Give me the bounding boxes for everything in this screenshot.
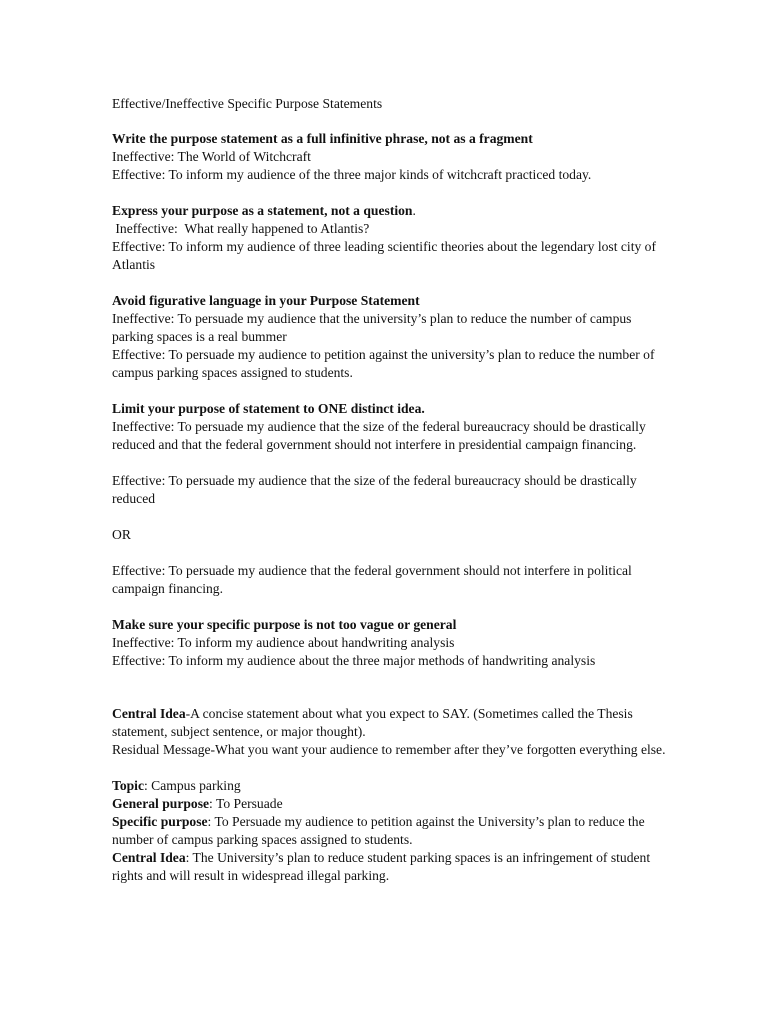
effective-example: Effective: To inform my audience of three leading scientific theories about the legendary lost city of Atlantis (112, 239, 656, 272)
central-idea-line (112, 849, 672, 885)
section-heading: Limit your purpose of statement to ONE distinct idea. (112, 401, 425, 416)
ineffective-example: Ineffective: The World of Witchcraft (112, 149, 311, 164)
specific-purpose-value: : To Persuade my audience to petition against the University’s plan to reduce the number of campus parking spaces assigned to students. (112, 814, 645, 847)
effective-example: Effective: To inform my audience about the three major methods of handwriting analysis (112, 653, 596, 668)
effective-example: Effective: To inform my audience of the three major kinds of witchcraft practiced today. (112, 167, 592, 182)
or-separator: OR (112, 527, 131, 542)
section-fragment (112, 130, 672, 184)
effective-example: Effective: To persuade my audience that the size of the federal bureaucracy should be drastically reduced (112, 473, 637, 506)
section-one-idea (112, 400, 672, 598)
example-block (112, 777, 672, 885)
ineffective-example: Ineffective: To inform my audience about handwriting analysis (112, 635, 455, 650)
topic-label: Topic (112, 778, 144, 793)
topic-line (112, 777, 672, 795)
section-heading: Express your purpose as a statement, not a question (112, 203, 413, 218)
section-heading: Avoid figurative language in your Purpose Statement (112, 293, 420, 308)
heading-period: . (412, 203, 416, 218)
document-page (112, 95, 672, 885)
section-heading: Make sure your specific purpose is not too vague or general (112, 617, 457, 632)
ineffective-example: Ineffective: To persuade my audience that the university’s plan to reduce the number of campus parking spaces is a real bummer (112, 311, 632, 344)
central-idea-label: Central Idea (112, 706, 186, 721)
general-purpose-label: General purpose (112, 796, 210, 811)
central-idea-example-label: Central Idea (112, 850, 186, 865)
central-idea-example-value: : The University’s plan to reduce student parking spaces is an infringement of student rights and will result in widespread illegal parking. (112, 850, 651, 883)
document-title: Effective/Ineffective Specific Purpose Statements (112, 96, 383, 111)
central-idea-text: -A concise statement about what you expect to SAY. (Sometimes called the Thesis statement, subject sentence, or major thought). (112, 706, 633, 739)
section-figurative (112, 292, 672, 382)
residual-message-definition: Residual Message-What you want your audience to remember after they’ve forgotten everything else. (112, 742, 666, 757)
specific-purpose-label: Specific purpose (112, 814, 208, 829)
effective-example: Effective: To persuade my audience that the federal government should not interfere in political campaign financing. (112, 563, 632, 596)
general-purpose-line (112, 795, 672, 813)
topic-value: : Campus parking (144, 778, 241, 793)
central-idea-definition (112, 705, 672, 741)
ineffective-example: Ineffective: What really happened to Atlantis? (112, 221, 370, 236)
effective-example: Effective: To persuade my audience to petition against the university’s plan to reduce the number of campus parking spaces assigned to students. (112, 347, 655, 380)
general-purpose-value: : To Persuade (209, 796, 283, 811)
section-question (112, 202, 672, 274)
ineffective-example: Ineffective: To persuade my audience that the size of the federal bureaucracy should be drastically reduced and that the federal government should not interfere in presidential campaign financing. (112, 419, 646, 452)
specific-purpose-line (112, 813, 672, 849)
section-heading: Write the purpose statement as a full infinitive phrase, not as a fragment (112, 131, 533, 146)
section-vague (112, 616, 672, 670)
